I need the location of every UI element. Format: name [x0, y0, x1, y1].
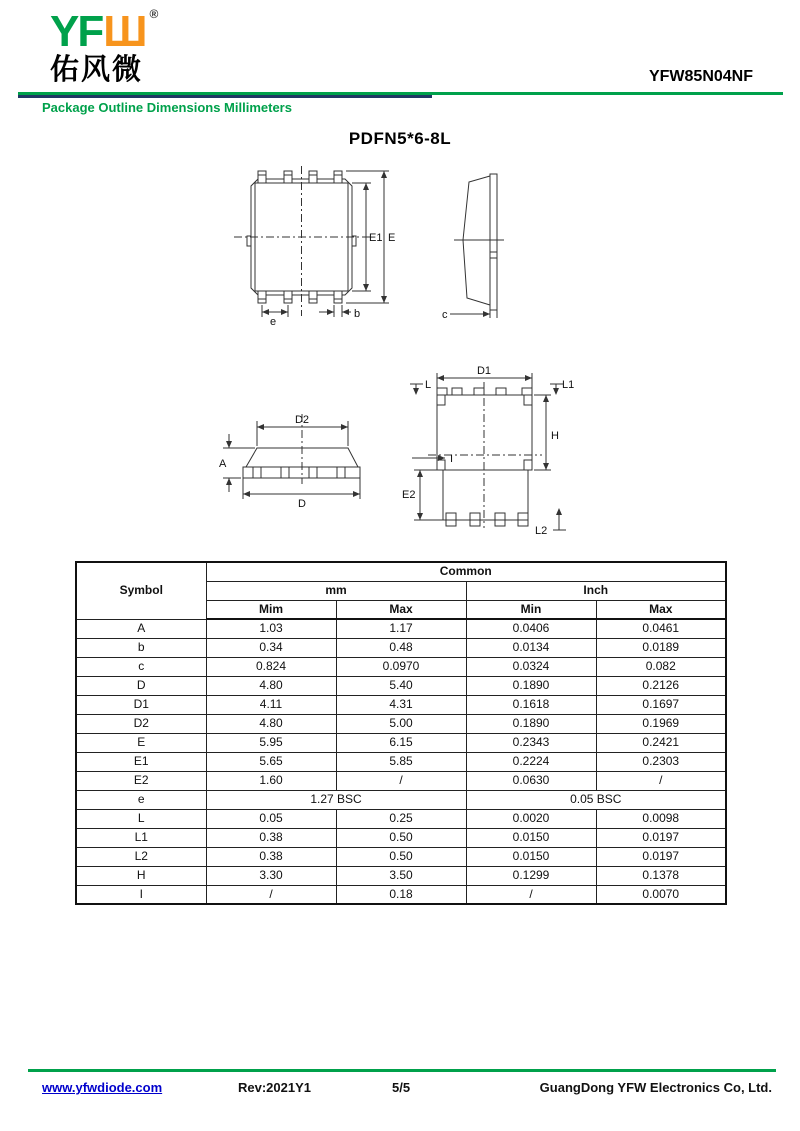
drawing-profile-view — [215, 406, 385, 510]
table-cell: 0.1969 — [596, 714, 726, 733]
table-cell: H — [76, 866, 206, 885]
dim-label-e2: E2 — [402, 489, 416, 501]
table-cell: 0.0134 — [466, 638, 596, 657]
drawing-front-view — [230, 166, 415, 328]
table-cell: 0.1697 — [596, 695, 726, 714]
table-cell: b — [76, 638, 206, 657]
table-cell: 3.50 — [336, 866, 466, 885]
table-row — [76, 828, 726, 847]
table-row — [76, 714, 726, 733]
table-cell: L — [76, 809, 206, 828]
table-row — [76, 885, 726, 904]
table-row — [76, 657, 726, 676]
table-cell: 0.2224 — [466, 752, 596, 771]
table-cell: 1.17 — [336, 619, 466, 638]
table-row — [76, 638, 726, 657]
table-cell: 0.0189 — [596, 638, 726, 657]
table-header — [76, 562, 726, 619]
table-cell: I — [76, 885, 206, 904]
table-cell: E2 — [76, 771, 206, 790]
table-cell: 5.00 — [336, 714, 466, 733]
table-cell: / — [206, 885, 336, 904]
base-pin-ticks — [253, 467, 345, 478]
table-cell: / — [466, 885, 596, 904]
bottom-pins — [258, 291, 342, 303]
dimensions-table — [75, 561, 727, 905]
dim-label-a: A — [219, 458, 227, 470]
dim-label-d2: D2 — [294, 414, 310, 426]
table-cell: 0.0630 — [466, 771, 596, 790]
table-cell: 0.1890 — [466, 714, 596, 733]
section-subtitle: Package Outline Dimensions Millimeters — [42, 100, 292, 115]
page-number: 5/5 — [392, 1080, 411, 1095]
table-cell: 0.48 — [336, 638, 466, 657]
dim-label-c: c — [442, 309, 448, 321]
table-cell: 0.05 — [206, 809, 336, 828]
table-cell: 0.0197 — [596, 847, 726, 866]
dim-label-e-pitch: e — [270, 316, 277, 328]
table-cell: 3.30 — [206, 866, 336, 885]
table-cell: 0.2126 — [596, 676, 726, 695]
table-row — [76, 676, 726, 695]
table-row — [76, 809, 726, 828]
dim-label-l: L — [425, 379, 432, 391]
table-cell: 0.0406 — [466, 619, 596, 638]
drawing-bottom-view — [400, 362, 585, 544]
part-number: YFW85N04NF — [648, 68, 753, 85]
table-cell: 0.38 — [206, 847, 336, 866]
table-cell: L1 — [76, 828, 206, 847]
dim-label-e-outer: E — [388, 232, 396, 244]
logo-w-mark: Ш — [103, 7, 148, 56]
logo-yf-text: YF — [50, 7, 103, 56]
drawing-side-view — [440, 166, 520, 326]
table-cell: 1.03 — [206, 619, 336, 638]
table-cell: 0.0098 — [596, 809, 726, 828]
table-cell: 1.27 BSC — [206, 790, 466, 809]
header-inch-max: Max — [596, 600, 726, 619]
table-cell: c — [76, 657, 206, 676]
table-cell: 0.2343 — [466, 733, 596, 752]
logo-chinese-name: 佑风微 — [50, 54, 144, 86]
table-cell: 0.1890 — [466, 676, 596, 695]
table-cell: D2 — [76, 714, 206, 733]
table-cell: L2 — [76, 847, 206, 866]
dim-label-l1: L1 — [562, 379, 575, 391]
table-cell: 0.0020 — [466, 809, 596, 828]
table-cell: A — [76, 619, 206, 638]
table-row — [76, 847, 726, 866]
table-row — [76, 752, 726, 771]
table-cell: 5.65 — [206, 752, 336, 771]
table-cell: 0.1299 — [466, 866, 596, 885]
table-cell: 0.05 BSC — [466, 790, 726, 809]
table-cell: 0.0070 — [596, 885, 726, 904]
table-cell: E — [76, 733, 206, 752]
table-cell: 0.18 — [336, 885, 466, 904]
table-cell: 4.80 — [206, 714, 336, 733]
table-cell: 0.2421 — [596, 733, 726, 752]
table-cell: / — [596, 771, 726, 790]
header-common: Common — [206, 562, 726, 581]
table-cell: 6.15 — [336, 733, 466, 752]
package-title: PDFN5*6-8L — [348, 129, 452, 148]
table-cell: 0.50 — [336, 847, 466, 866]
table-row — [76, 695, 726, 714]
dim-label-e1: E1 — [369, 232, 383, 244]
table-cell: 0.0150 — [466, 847, 596, 866]
company-logo — [50, 7, 159, 86]
table-cell: 5.40 — [336, 676, 466, 695]
table-cell: 0.0150 — [466, 828, 596, 847]
table-cell: 0.0461 — [596, 619, 726, 638]
table-cell: 0.38 — [206, 828, 336, 847]
table-cell: 0.25 — [336, 809, 466, 828]
revision-label: Rev:2021Y1 — [238, 1080, 311, 1095]
table-cell: 5.85 — [336, 752, 466, 771]
table-cell: 1.60 — [206, 771, 336, 790]
company-name: GuangDong YFW Electronics Co, Ltd. — [539, 1080, 772, 1095]
table-cell: 0.1618 — [466, 695, 596, 714]
table-row — [76, 619, 726, 638]
table-cell: D — [76, 676, 206, 695]
header-mm-max: Max — [336, 600, 466, 619]
table-cell: 0.2303 — [596, 752, 726, 771]
table-cell: E1 — [76, 752, 206, 771]
header-rule-navy — [18, 95, 432, 98]
dim-label-d1: D1 — [476, 365, 492, 377]
dim-label-b: b — [354, 308, 361, 320]
table-cell: 0.0197 — [596, 828, 726, 847]
table-body — [76, 619, 726, 904]
table-cell: 0.1378 — [596, 866, 726, 885]
table-cell: / — [336, 771, 466, 790]
header-inch: Inch — [466, 581, 726, 600]
registered-trademark-icon: ® — [149, 7, 159, 21]
table-row — [76, 771, 726, 790]
dim-label-h: H — [551, 430, 559, 442]
website-link[interactable]: www.yfwdiode.com — [42, 1080, 163, 1095]
header-mm: mm — [206, 581, 466, 600]
dim-label-i: I — [450, 453, 454, 465]
top-pins — [258, 171, 342, 183]
table-cell: 0.082 — [596, 657, 726, 676]
header-mm-min: Mim — [206, 600, 336, 619]
table-cell: 0.0324 — [466, 657, 596, 676]
dim-label-l2: L2 — [535, 525, 548, 537]
table-row — [76, 790, 726, 809]
footer-rule — [28, 1069, 776, 1072]
table-row — [76, 733, 726, 752]
table-cell: 0.34 — [206, 638, 336, 657]
table-cell: D1 — [76, 695, 206, 714]
table-cell: 0.50 — [336, 828, 466, 847]
table-cell: 5.95 — [206, 733, 336, 752]
dim-label-d: D — [298, 498, 306, 510]
table-row — [76, 866, 726, 885]
table-cell: e — [76, 790, 206, 809]
header-symbol: Symbol — [76, 562, 206, 619]
table-cell: 4.11 — [206, 695, 336, 714]
header-inch-min: Min — [466, 600, 596, 619]
table-cell: 4.80 — [206, 676, 336, 695]
table-cell: 0.824 — [206, 657, 336, 676]
table-cell: 0.0970 — [336, 657, 466, 676]
table-cell: 4.31 — [336, 695, 466, 714]
